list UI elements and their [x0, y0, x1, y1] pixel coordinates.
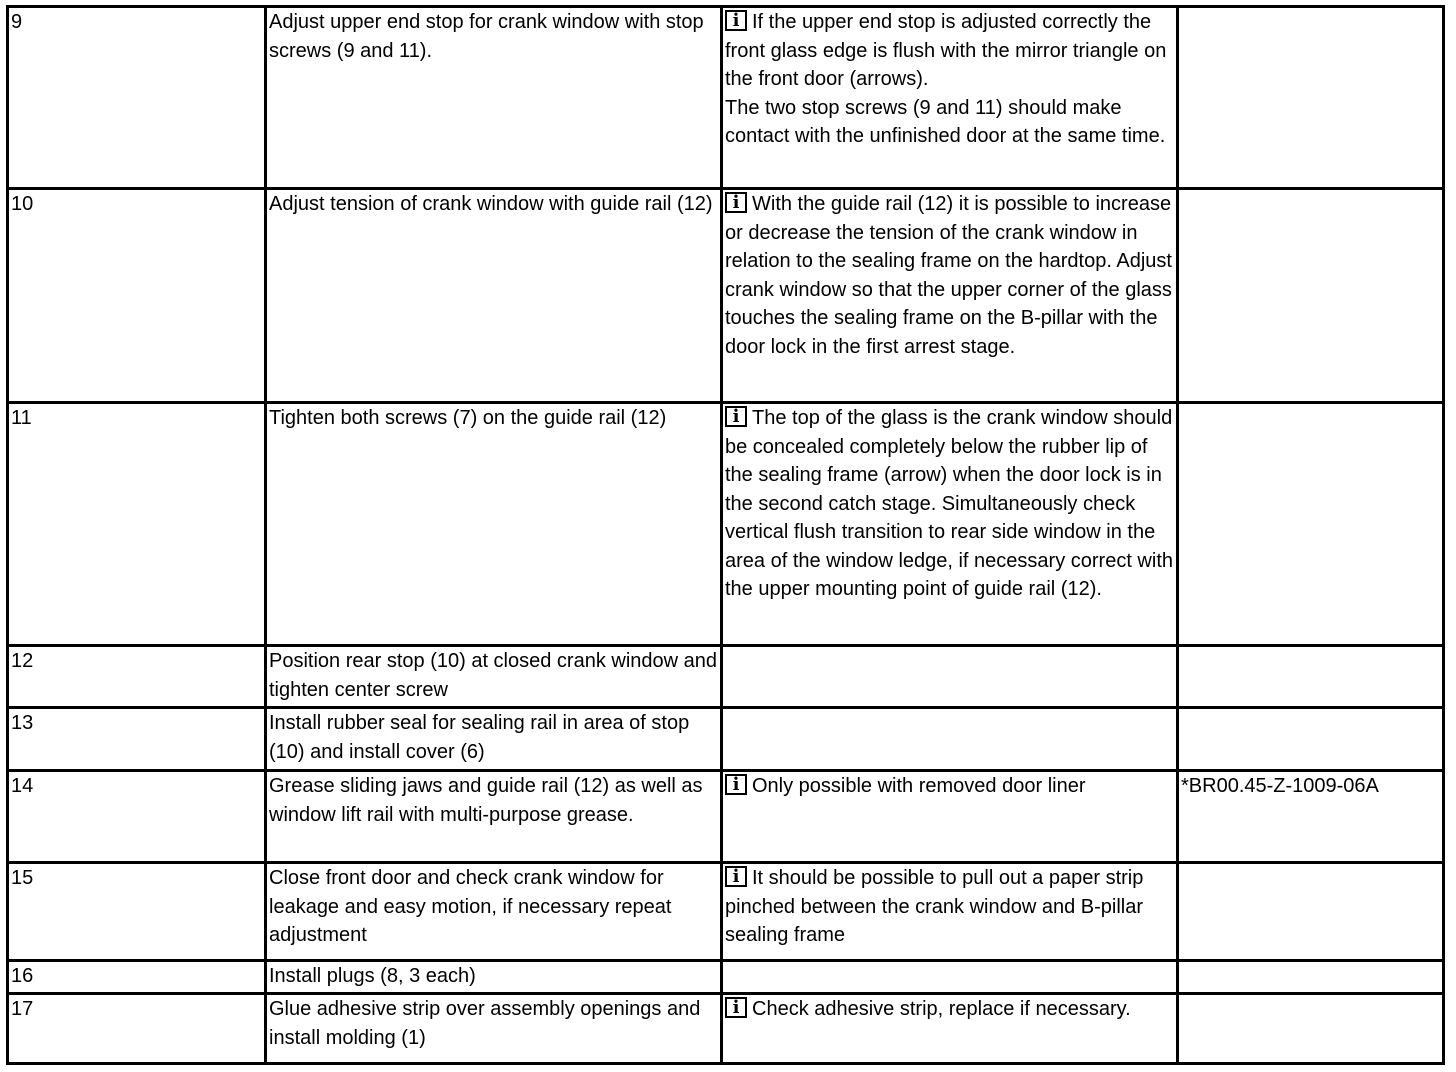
step-number: 13: [8, 708, 266, 771]
table-row: [8, 403, 1444, 646]
table-row: [8, 708, 1444, 771]
step-action: Adjust tension of crank window with guide rail (12): [266, 189, 722, 403]
table-row: [8, 189, 1444, 403]
step-note: [722, 961, 1178, 994]
step-reference: *BR00.45-Z-1009-06A: [1178, 771, 1444, 863]
info-icon: i: [725, 774, 747, 795]
note-text: With the guide rail (12) it is possible to increase or decrease the tension of the crank window in relation to the sealing frame on the hardtop. Adjust crank window so that the upper corner of the glass touches the sealing frame on the B-pillar with the door lock in the first arrest stage.: [725, 193, 1172, 358]
step-number: 10: [8, 189, 266, 403]
info-icon: i: [725, 10, 747, 31]
procedure-table: [6, 5, 1445, 1065]
table-row: [8, 7, 1444, 189]
step-note: [722, 863, 1178, 961]
step-number: 17: [8, 994, 266, 1064]
step-reference: [1178, 189, 1444, 403]
info-icon: i: [725, 866, 747, 887]
step-note: [722, 403, 1178, 646]
step-action: Position rear stop (10) at closed crank window and tighten center screw: [266, 646, 722, 708]
table-row: [8, 771, 1444, 863]
info-icon: i: [725, 997, 747, 1018]
step-note: [722, 189, 1178, 403]
step-reference: [1178, 403, 1444, 646]
step-number: 14: [8, 771, 266, 863]
step-reference: [1178, 7, 1444, 189]
table-row: [8, 961, 1444, 994]
step-action: Adjust upper end stop for crank window with stop screws (9 and 11).: [266, 7, 722, 189]
step-note: [722, 7, 1178, 189]
note-text: The top of the glass is the crank window should be concealed completely below the rubber lip of the sealing frame (arrow) when the door lock is in the second catch stage. Simultaneously check vertical flush transition to rear side window in the area of the window ledge, if necessary correct with the upper mounting point of guide rail (12).: [725, 407, 1173, 600]
step-number: 9: [8, 7, 266, 189]
step-note: [722, 646, 1178, 708]
step-reference: [1178, 708, 1444, 771]
step-reference: [1178, 863, 1444, 961]
step-number: 11: [8, 403, 266, 646]
note-text: Only possible with removed door liner: [752, 775, 1086, 797]
note-text: Check adhesive strip, replace if necessary.: [752, 998, 1131, 1020]
step-note: [722, 994, 1178, 1064]
note-text: It should be possible to pull out a paper strip pinched between the crank window and B-pillar sealing frame: [725, 867, 1144, 946]
table-row: [8, 994, 1444, 1064]
step-action: Install rubber seal for sealing rail in area of stop (10) and install cover (6): [266, 708, 722, 771]
step-action: Close front door and check crank window for leakage and easy motion, if necessary repeat adjustment: [266, 863, 722, 961]
table-row: [8, 863, 1444, 961]
step-number: 15: [8, 863, 266, 961]
info-icon: i: [725, 192, 747, 213]
step-number: 12: [8, 646, 266, 708]
note-text: If the upper end stop is adjusted correctly the front glass edge is flush with the mirror triangle on the front door (arrows). The two stop screws (9 and 11) should make contact with the unfinished door at the same time.: [725, 11, 1167, 147]
step-note: [722, 771, 1178, 863]
table-row: [8, 646, 1444, 708]
step-action: Tighten both screws (7) on the guide rail (12): [266, 403, 722, 646]
step-reference: [1178, 646, 1444, 708]
step-reference: [1178, 994, 1444, 1064]
info-icon: i: [725, 406, 747, 427]
step-note: [722, 708, 1178, 771]
step-reference: [1178, 961, 1444, 994]
step-action: Install plugs (8, 3 each): [266, 961, 722, 994]
step-action: Glue adhesive strip over assembly openings and install molding (1): [266, 994, 722, 1064]
step-action: Grease sliding jaws and guide rail (12) as well as window lift rail with multi-purpose grease.: [266, 771, 722, 863]
step-number: 16: [8, 961, 266, 994]
